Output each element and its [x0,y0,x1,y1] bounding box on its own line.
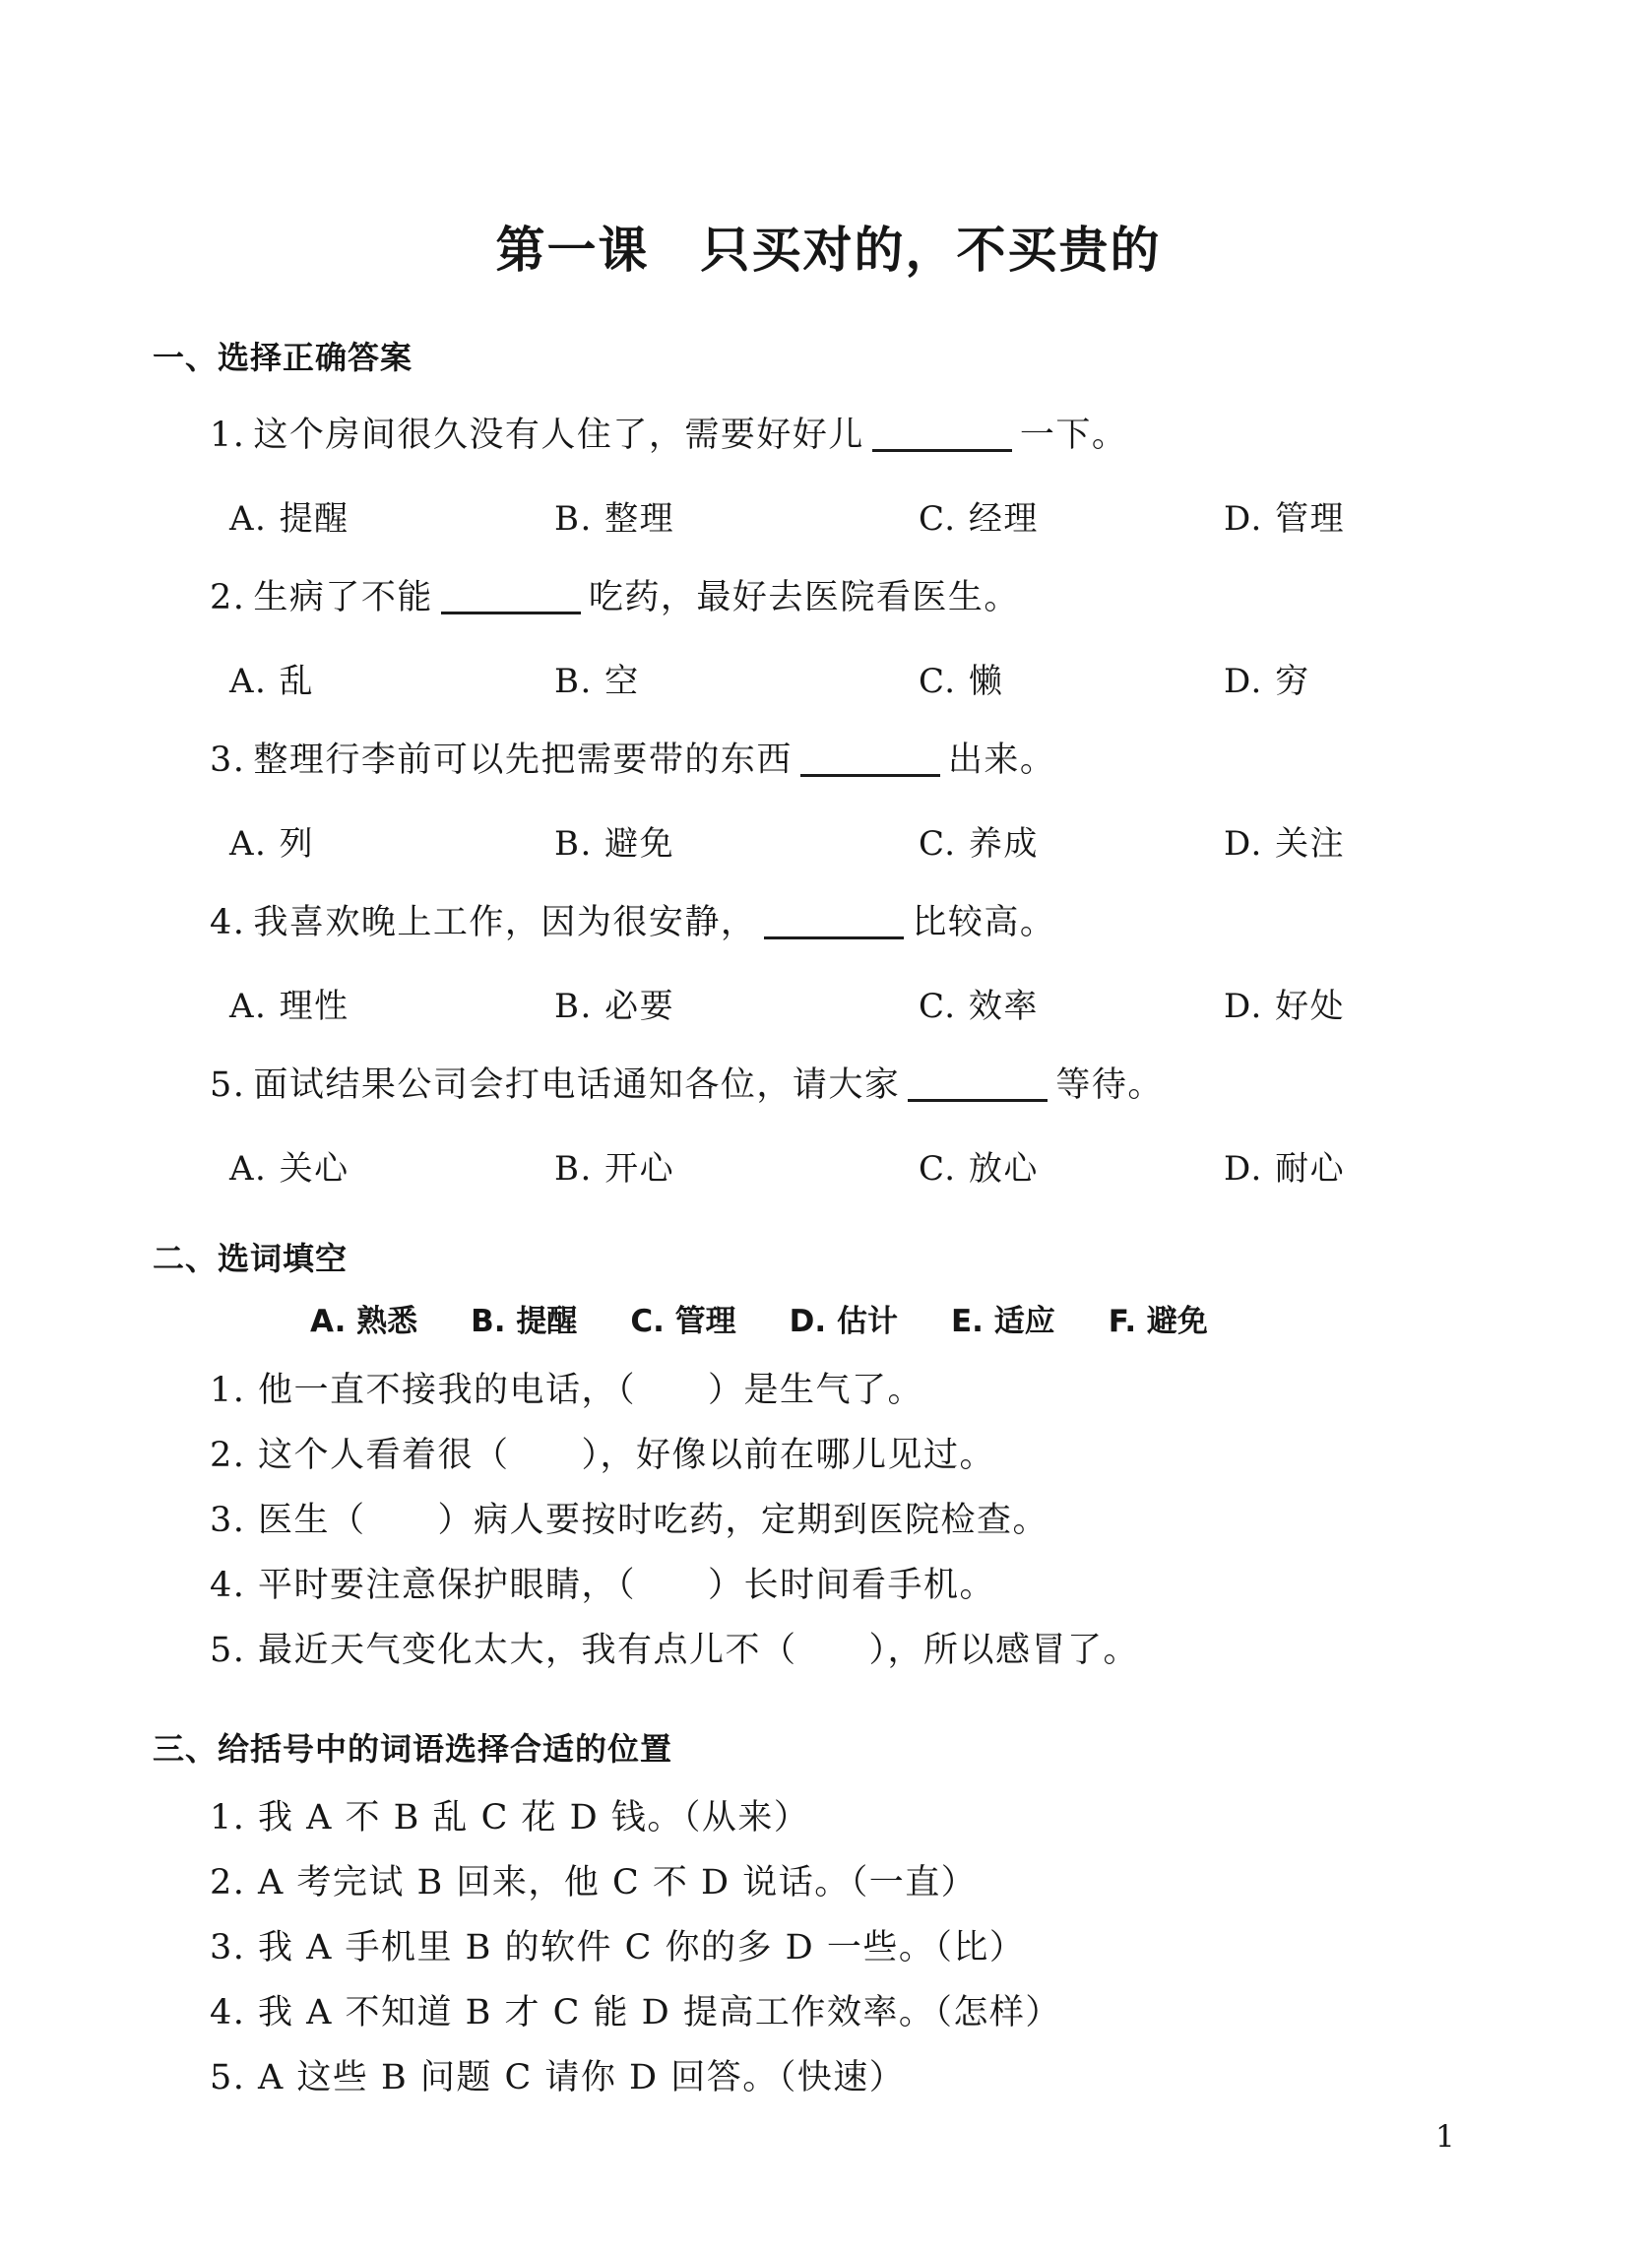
options-row [229,497,1504,541]
question-text-before: 面试结果公司会打电话通知各位，请大家 [253,1065,901,1105]
question-number: 2. [210,578,246,617]
word-bank-item-f: F. 避免 [1108,1304,1208,1339]
option-c: C. 效率 [919,987,1039,1026]
page-title: 第一课 只买对的，不买贵的 [495,222,1162,279]
word-bank-item-e: E. 适应 [950,1304,1055,1339]
option-a: A. 提醒 [229,499,349,539]
options-row [229,660,1504,703]
question-line: 2. 这个人看着很（ ），好像以前在哪儿见过。 [210,1436,996,1475]
fill-in-blank [908,1065,1048,1102]
question-text-before: 这个房间很久没有人住了，需要好好儿 [253,416,864,455]
question-number: 3. [210,741,246,780]
question-text-after: 出来。 [947,741,1056,780]
option-b: B. 整理 [554,499,675,539]
section-1-header: 一、选择正确答案 [153,339,413,376]
question-line: 2. A 考完试 B 回来，他 C 不 D 说话。（一直） [210,1863,978,1902]
question-line [210,899,1504,947]
question-text-after: 等待。 [1055,1065,1164,1105]
options-row [229,985,1504,1028]
word-bank-item-a: A. 熟悉 [310,1304,418,1339]
question-line: 4. 我 A 不知道 B 才 C 能 D 提高工作效率。（怎样） [210,1993,1061,2032]
option-b: B. 必要 [554,987,675,1026]
fill-in-blank [764,903,904,939]
fill-in-blank [872,416,1012,452]
question-line [210,574,1504,622]
question-text-before: 我喜欢晚上工作，因为很安静， [253,903,757,942]
option-d: D. 管理 [1224,499,1346,539]
question-line: 3. 我 A 手机里 B 的软件 C 你的多 D 一些。（比） [210,1928,1026,1967]
question-line [210,412,1504,460]
fill-in-blank [800,741,940,777]
question-line: 3. 医生（ ）病人要按时吃药，定期到医院检查。 [210,1501,1049,1540]
word-bank-item-c: C. 管理 [630,1304,736,1339]
option-b: B. 避免 [554,824,675,864]
section-3-header: 三、给括号中的词语选择合适的位置 [153,1730,673,1768]
option-c: C. 懒 [919,662,1004,701]
option-a: A. 关心 [229,1149,349,1189]
question-line [210,737,1504,785]
options-row [229,1147,1504,1191]
question-line [210,1062,1504,1110]
question-line: 5. A 这些 B 问题 C 请你 D 回答。（快速） [210,2058,906,2097]
question-text-before: 整理行李前可以先把需要带的东西 [253,741,793,780]
option-b: B. 开心 [554,1149,675,1189]
option-a: A. 列 [229,824,315,864]
question-text-after: 吃药，最好去医院看医生。 [588,578,1020,617]
page-number: 1 [1435,2119,1455,2155]
option-a: A. 理性 [229,987,349,1026]
option-c: C. 放心 [919,1149,1039,1189]
question-text-before: 生病了不能 [253,578,433,617]
section-2-header: 二、选词填空 [153,1240,349,1277]
question-text-after: 比较高。 [912,903,1056,942]
option-d: D. 好处 [1224,987,1346,1026]
question-text-after: 一下。 [1019,416,1128,455]
option-d: D. 穷 [1224,662,1310,701]
question-number: 4. [210,903,246,942]
question-number: 5. [210,1065,246,1105]
word-bank [310,1301,1504,1342]
option-a: A. 乱 [229,662,315,701]
word-bank-item-d: D. 估计 [789,1304,898,1339]
question-line: 4. 平时要注意保护眼睛，（ ）长时间看手机。 [210,1566,996,1605]
options-row [229,822,1504,866]
option-c: C. 经理 [919,499,1039,539]
question-number: 1. [210,416,246,455]
option-b: B. 空 [554,662,640,701]
option-c: C. 养成 [919,824,1039,864]
option-d: D. 关注 [1224,824,1346,864]
question-line: 5. 最近天气变化太大，我有点儿不（ ），所以感冒了。 [210,1631,1140,1670]
option-d: D. 耐心 [1224,1149,1346,1189]
word-bank-item-b: B. 提醒 [471,1304,578,1339]
question-line: 1. 我 A 不 B 乱 C 花 D 钱。（从来） [210,1798,810,1838]
fill-in-blank [441,578,581,614]
question-line: 1. 他一直不接我的电话，（ ）是生气了。 [210,1371,924,1410]
